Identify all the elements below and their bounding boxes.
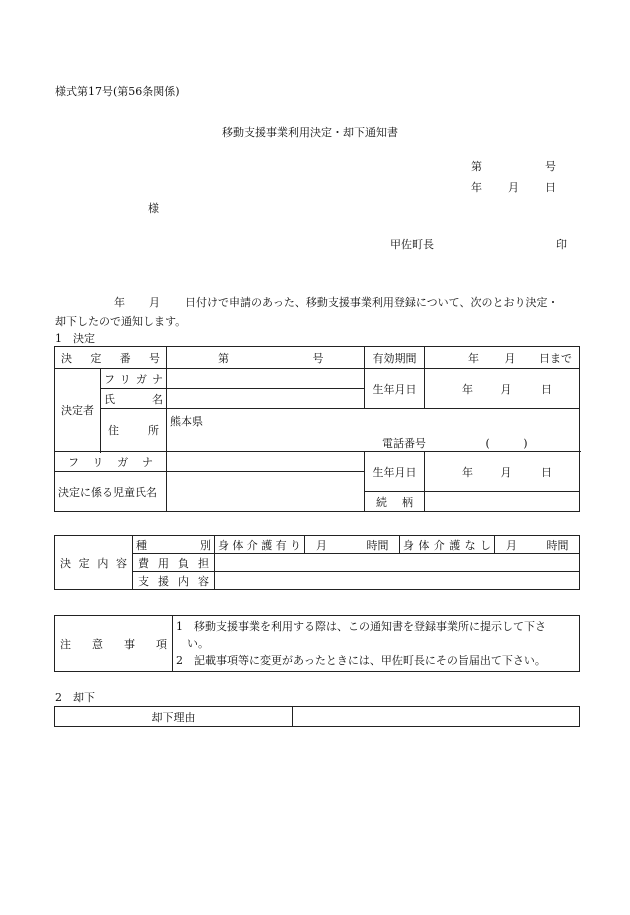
note-item-1-line1: 1 移動支援事業を利用する際は、この通知書を登録事業所に提示して下さ [176, 620, 546, 633]
intro-month: 月 [149, 296, 160, 309]
child-furigana-label: フリガナ [55, 452, 167, 472]
validity-label: 有効期間 [365, 347, 425, 369]
name-label: 氏名 [101, 389, 167, 409]
decision-number-suffix: 号 [312, 351, 324, 365]
with-care-label: 身体介護有り [215, 536, 305, 554]
cost-input[interactable] [215, 554, 580, 572]
issuer: 甲佐町長 [390, 238, 434, 251]
address-label: 住所 [101, 409, 167, 452]
validity-until: 日まで [539, 351, 572, 365]
phone-paren-open: ( [485, 437, 490, 450]
birth-month: 月 [500, 382, 512, 396]
child-birth-label: 生年月日 [365, 452, 425, 492]
furigana-input[interactable] [167, 369, 365, 389]
intro-year: 年 [114, 296, 125, 309]
rejection-reason-input[interactable] [293, 707, 580, 727]
birth-label: 生年月日 [365, 369, 425, 409]
type-label: 種別 [133, 536, 215, 554]
notes-content [173, 616, 580, 672]
decision-number-cell[interactable] [167, 347, 365, 369]
child-birth-month: 月 [500, 465, 512, 479]
with-care-month: 月 [316, 538, 327, 552]
doc-number-suffix: 号 [545, 160, 556, 173]
intro-line2: 却下したので通知します。 [55, 315, 187, 328]
child-furigana-input[interactable] [167, 452, 365, 472]
relation-input[interactable] [425, 492, 580, 512]
child-birth-year: 年 [462, 465, 473, 479]
addressee-suffix: 様 [148, 202, 159, 215]
without-care-hours: 時間 [546, 538, 569, 552]
decision-number-label: 決定番号 [55, 347, 167, 369]
decision-content-table [54, 535, 580, 590]
rejection-reason-label: 却下理由 [55, 707, 293, 727]
issue-date-month: 月 [508, 181, 519, 194]
cost-label: 費用負担 [133, 554, 215, 572]
child-name-input[interactable] [167, 472, 365, 512]
decision-number-prefix: 第 [218, 351, 229, 365]
doc-number-prefix: 第 [471, 160, 482, 173]
validity-cell[interactable] [425, 347, 580, 369]
support-input[interactable] [215, 572, 580, 590]
seal-mark: 印 [556, 238, 567, 251]
decider-label: 決定者 [55, 369, 101, 452]
decision-table [54, 346, 580, 512]
issue-date-day: 日 [545, 181, 556, 194]
without-care-cell[interactable] [495, 536, 580, 554]
furigana-label: フリガナ [101, 369, 167, 389]
section1-heading: 1 決定 [55, 332, 95, 345]
birth-cell[interactable] [425, 369, 580, 409]
with-care-cell[interactable] [305, 536, 400, 554]
with-care-hours: 時間 [366, 538, 389, 552]
intro-line1: 日付けで申請のあった、移動支援事業利用登録について、次のとおり決定・ [185, 296, 559, 309]
support-label: 支援内容 [133, 572, 215, 590]
relation-label: 続柄 [365, 492, 425, 512]
address-cell[interactable] [167, 409, 580, 452]
birth-day: 日 [541, 382, 552, 396]
note-item-1-line2: い。 [187, 637, 209, 650]
address-value: 熊本県 [170, 415, 203, 428]
birth-year: 年 [462, 382, 473, 396]
notes-label: 注意事項 [55, 616, 173, 672]
page-title: 移動支援事業利用決定・却下通知書 [222, 126, 398, 139]
phone-label: 電話番号 [382, 437, 426, 450]
child-birth-day: 日 [541, 465, 552, 479]
notes-table [54, 615, 580, 672]
child-name-label: 決定に係る児童氏名 [55, 472, 167, 512]
phone-paren-close: ) [523, 437, 528, 450]
without-care-month: 月 [506, 538, 517, 552]
validity-year: 年 [468, 351, 479, 365]
without-care-label: 身体介護なし [400, 536, 495, 554]
child-birth-cell[interactable] [425, 452, 580, 492]
decision-content-label: 決定内容 [55, 536, 133, 590]
note-item-2: 2 記載事項等に変更があったときには、甲佐町長にその旨届出て下さい。 [176, 654, 546, 667]
section2-heading: 2 却下 [55, 691, 95, 704]
form-number: 様式第17号(第56条関係) [55, 85, 180, 98]
rejection-table [54, 706, 580, 727]
name-input[interactable] [167, 389, 365, 409]
issue-date-year: 年 [471, 181, 482, 194]
validity-month: 月 [504, 351, 516, 365]
